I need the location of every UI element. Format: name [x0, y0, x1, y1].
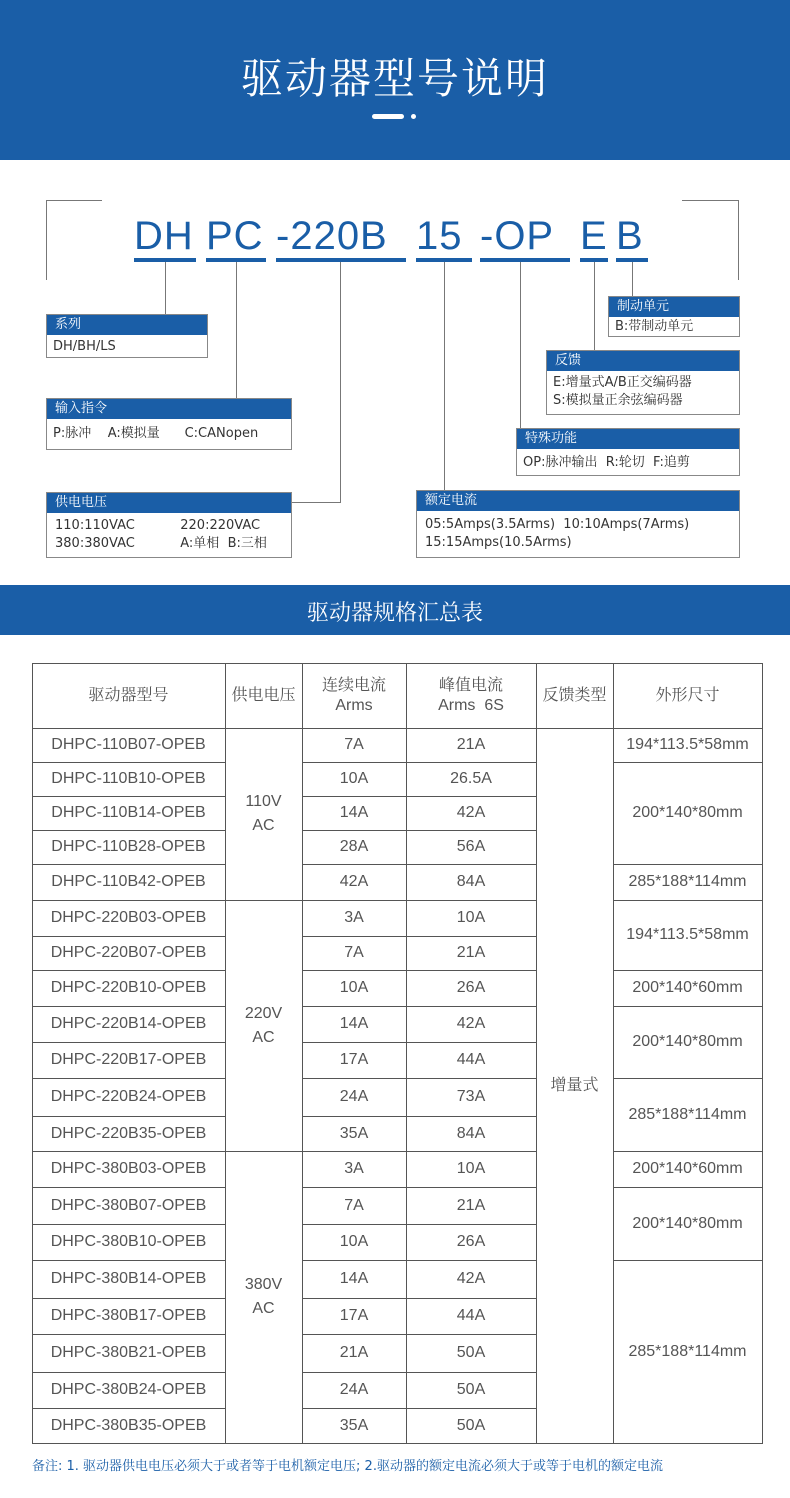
model-cell: DHPC-110B07-OPEB [51, 736, 206, 753]
frame-left [46, 200, 47, 280]
peak-current-cell: 21A [456, 1196, 486, 1214]
model-cell: DHPC-110B42-OPEB [51, 873, 206, 890]
series-box [46, 314, 208, 358]
special-box-body: OP:脉冲输出 R:轮切 F:追剪 [523, 455, 690, 470]
model-cell: DHPC-220B14-OPEB [50, 1015, 207, 1032]
continuous-current-cell: 7A [344, 1196, 364, 1214]
continuous-current-cell: 24A [339, 1381, 369, 1398]
current-box [416, 490, 740, 558]
model-cell: DHPC-110B28-OPEB [51, 838, 206, 855]
connector-brake [632, 262, 633, 296]
peak-current-cell: 50A [456, 1344, 486, 1361]
connector-current [444, 262, 445, 490]
table-header-cell: 驱动器型号 [88, 686, 169, 704]
continuous-current-cell: 14A [339, 804, 369, 821]
title-underline-dot [411, 114, 416, 119]
feedback-box-body: E:增量式A/B正交编码器 S:模拟量正余弦编码器 [553, 375, 692, 408]
connector-series [165, 262, 166, 314]
connector-voltage-vertical [340, 262, 341, 502]
continuous-current-cell: 21A [339, 1344, 369, 1361]
series-box-body: DH/BH/LS [53, 339, 116, 354]
title-underline-dash [372, 114, 404, 119]
model-cell: DHPC-380B07-OPEB [50, 1196, 207, 1214]
footnote: 备注: 1. 驱动器供电电压必须大于或者等于电机额定电压; 2.驱动器的额定电流必须大于或等于电机的额定电流 [32, 1459, 663, 1474]
code-part-series: DH [134, 214, 194, 258]
table-header-cell: 外形尺寸 [655, 686, 720, 704]
continuous-current-cell: 10A [339, 1233, 369, 1250]
connector-input [236, 262, 237, 398]
code-part-brake: B [616, 214, 644, 258]
code-part-current: 15 [416, 214, 463, 258]
feedback-type-cell: 增量式 [550, 1076, 599, 1094]
model-cell: DHPC-380B03-OPEB [50, 1160, 207, 1177]
brake-box [608, 296, 740, 337]
frame-right [738, 200, 739, 280]
peak-current-cell: 21A [456, 944, 486, 961]
model-cell: DHPC-380B10-OPEB [50, 1233, 207, 1250]
model-cell: DHPC-110B10-OPEB [51, 770, 206, 787]
table-header-cell: 连续电流 Arms [321, 676, 386, 714]
continuous-current-cell: 14A [339, 1270, 369, 1287]
feedback-box-title: 反馈 [547, 351, 739, 371]
peak-current-cell: 44A [456, 1051, 486, 1068]
series-box-title: 系列 [47, 315, 207, 335]
connector-voltage-horizontal [290, 502, 341, 503]
peak-current-cell: 50A [456, 1416, 486, 1434]
size-cell: 200*140*60mm [632, 1160, 743, 1177]
model-cell: DHPC-220B07-OPEB [50, 944, 207, 961]
voltage-box [46, 492, 292, 558]
model-cell: DHPC-380B21-OPEB [50, 1344, 207, 1361]
peak-current-cell: 42A [456, 804, 486, 821]
peak-current-cell: 42A [456, 1270, 486, 1287]
special-box [516, 428, 740, 476]
voltage-box-body: 110:110VAC 220:220VAC 380:380VAC A:单相 B:三相 [55, 518, 267, 551]
current-box-body: 05:5Amps(3.5Arms) 10:10Amps(7Arms) 15:15Amps(10.5Arms) [425, 517, 690, 550]
continuous-current-cell: 10A [339, 770, 369, 787]
connector-feedback [594, 262, 595, 350]
input-box-body: P:脉冲 A:模拟量 C:CANopen [53, 426, 259, 441]
model-cell: DHPC-220B35-OPEB [50, 1124, 207, 1142]
table-bottom-line [32, 1443, 763, 1444]
size-cell: 200*140*80mm [632, 1214, 743, 1232]
size-cell: 200*140*80mm [632, 1033, 743, 1050]
peak-current-cell: 26.5A [450, 770, 492, 787]
model-cell: DHPC-220B17-OPEB [50, 1051, 207, 1068]
continuous-current-cell: 17A [339, 1307, 369, 1324]
code-part-input: PC [206, 214, 264, 258]
peak-current-cell: 50A [456, 1381, 486, 1398]
continuous-current-cell: 7A [344, 736, 364, 753]
peak-current-cell: 10A [456, 909, 486, 926]
size-cell: 200*140*80mm [632, 804, 743, 821]
size-cell: 285*188*114mm [628, 1105, 747, 1123]
peak-current-cell: 21A [456, 736, 486, 753]
current-box-title: 额定电流 [417, 491, 739, 511]
model-cell: DHPC-380B24-OPEB [50, 1381, 207, 1398]
peak-current-cell: 10A [456, 1160, 486, 1177]
table-header-cell: 反馈类型 [542, 686, 607, 704]
feedback-box [546, 350, 740, 415]
connector-special [520, 262, 521, 428]
model-cell: DHPC-110B14-OPEB [51, 804, 206, 821]
input-box-title: 输入指令 [47, 399, 291, 419]
continuous-current-cell: 17A [339, 1051, 369, 1068]
continuous-current-cell: 28A [339, 838, 369, 855]
voltage-cell: 220V AC [244, 1004, 283, 1046]
peak-current-cell: 26A [456, 979, 486, 996]
brake-box-title: 制动单元 [609, 297, 739, 317]
voltage-cell: 380V AC [244, 1276, 283, 1317]
input-box [46, 398, 292, 450]
peak-current-cell: 73A [456, 1088, 486, 1105]
continuous-current-cell: 3A [344, 909, 364, 926]
size-cell: 285*188*114mm [628, 1342, 747, 1360]
peak-current-cell: 26A [456, 1233, 486, 1250]
model-cell: DHPC-220B03-OPEB [50, 909, 207, 926]
continuous-current-cell: 35A [339, 1416, 369, 1434]
page-title: 驱动器型号说明 [240, 54, 549, 103]
frame-top-left [46, 200, 102, 201]
model-cell: DHPC-220B24-OPEB [50, 1088, 207, 1105]
frame-top-right [682, 200, 739, 201]
size-cell: 200*140*60mm [632, 979, 743, 996]
continuous-current-cell: 14A [339, 1015, 369, 1032]
special-box-title: 特殊功能 [517, 429, 739, 449]
peak-current-cell: 56A [456, 838, 486, 855]
peak-current-cell: 44A [456, 1307, 486, 1324]
size-cell: 194*113.5*58mm [626, 926, 749, 943]
brake-box-body: B:带制动单元 [615, 319, 694, 334]
peak-current-cell: 84A [456, 1124, 486, 1142]
continuous-current-cell: 3A [344, 1160, 364, 1177]
voltage-box-title: 供电电压 [47, 493, 291, 513]
table-section-title: 驱动器规格汇总表 [306, 601, 483, 626]
peak-current-cell: 42A [456, 1015, 486, 1032]
code-underline-voltage [276, 258, 406, 262]
continuous-current-cell: 7A [344, 944, 364, 961]
code-part-special: -OP [480, 214, 555, 258]
code-underline-special [480, 258, 570, 262]
model-cell: DHPC-220B10-OPEB [50, 979, 207, 996]
continuous-current-cell: 10A [339, 979, 369, 996]
continuous-current-cell: 24A [339, 1088, 369, 1105]
model-cell: DHPC-380B35-OPEB [50, 1416, 207, 1434]
code-part-voltage: -220B [276, 214, 388, 258]
peak-current-cell: 84A [456, 873, 486, 890]
table-header-cell: 供电电压 [231, 686, 296, 704]
size-cell: 285*188*114mm [628, 873, 747, 890]
code-part-feedback: E [580, 214, 608, 258]
model-cell: DHPC-380B17-OPEB [50, 1307, 207, 1324]
size-cell: 194*113.5*58mm [626, 736, 749, 753]
table-header-cell: 峰值电流 Arms 6S [438, 676, 504, 714]
model-cell: DHPC-380B14-OPEB [50, 1270, 207, 1287]
continuous-current-cell: 42A [339, 873, 369, 890]
voltage-cell: 110V AC [245, 793, 282, 834]
table-col-line [762, 663, 763, 1444]
continuous-current-cell: 35A [339, 1124, 369, 1142]
